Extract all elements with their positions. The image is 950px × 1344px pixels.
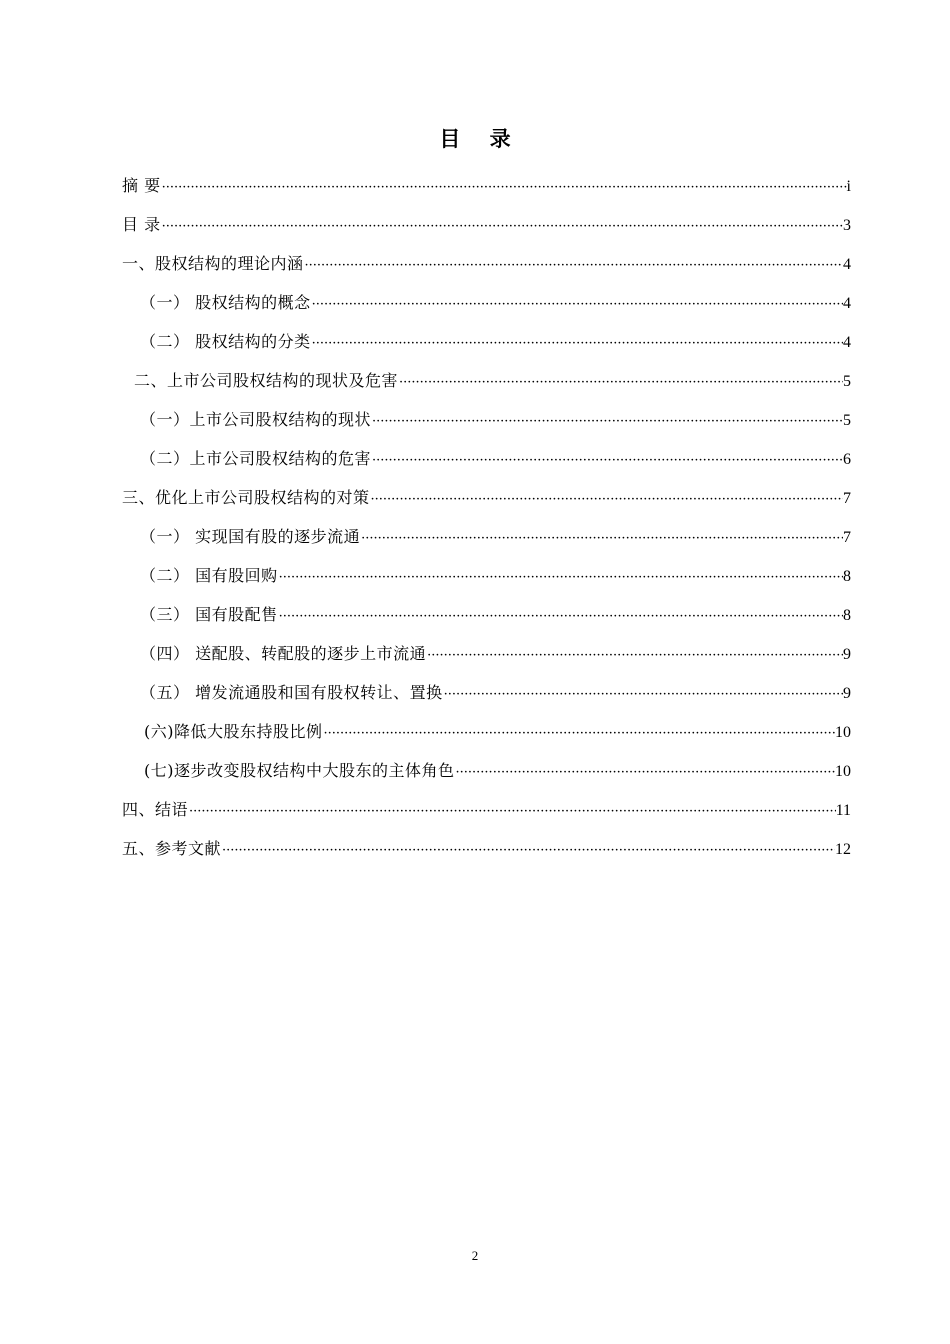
toc-entry-label: （二） 股权结构的分类 <box>140 332 311 351</box>
toc-leader-dots <box>304 248 843 284</box>
toc-entry[interactable] <box>122 168 851 207</box>
toc-entry-label: 一、股权结构的理论内涵 <box>122 254 304 273</box>
toc-entry-page: 10 <box>835 763 851 780</box>
toc-entry[interactable] <box>122 792 851 831</box>
toc-entry-page: 3 <box>843 217 851 234</box>
toc-entry-label: 三、优化上市公司股权结构的对策 <box>122 488 370 507</box>
toc-entry-page: 8 <box>843 568 851 585</box>
toc-entry-label: （一）上市公司股权结构的现状 <box>140 410 372 429</box>
toc-leader-dots <box>311 287 843 323</box>
toc-entry[interactable] <box>122 363 851 402</box>
toc-leader-dots <box>443 677 843 713</box>
toc-entry[interactable] <box>122 831 851 870</box>
toc-leader-dots <box>311 326 843 362</box>
toc-entry[interactable] <box>122 324 851 363</box>
toc-entry-page: 4 <box>843 334 851 351</box>
toc-entry-label: 二、上市公司股权结构的现状及危害 <box>134 371 399 390</box>
toc-leader-dots <box>371 443 843 479</box>
toc-leader-dots <box>161 209 843 245</box>
toc-entry[interactable] <box>122 246 851 285</box>
toc-leader-dots <box>360 521 843 557</box>
page-title: 目 录 <box>439 127 511 151</box>
toc-entry[interactable] <box>122 519 851 558</box>
toc-entry-label: （一） 股权结构的概念 <box>140 293 311 312</box>
toc-entry[interactable] <box>122 441 851 480</box>
toc-entry-label: 五、参考文献 <box>122 839 222 858</box>
toc-entry[interactable] <box>122 558 851 597</box>
toc-leader-dots <box>323 716 836 752</box>
toc-entry[interactable] <box>122 597 851 636</box>
toc-leader-dots <box>426 638 843 674</box>
toc-entry[interactable] <box>122 402 851 441</box>
toc-entry-label: （一） 实现国有股的逐步流通 <box>140 527 361 546</box>
toc-entry-page: 11 <box>835 802 851 819</box>
toc-entry-page: 9 <box>843 685 851 702</box>
toc-entry-page: 7 <box>843 529 851 546</box>
toc-leader-dots <box>278 599 843 635</box>
toc-entry-page: i <box>846 178 851 195</box>
toc-entry-label: （三） 国有股配售 <box>140 605 278 624</box>
toc-leader-dots <box>188 794 836 830</box>
toc-entry-page: 5 <box>843 373 851 390</box>
toc-entry-page: 9 <box>843 646 851 663</box>
toc-entry[interactable] <box>122 636 851 675</box>
toc-leader-dots <box>455 755 836 791</box>
toc-entry[interactable] <box>122 285 851 324</box>
toc-entry[interactable] <box>122 714 851 753</box>
toc-leader-dots <box>161 170 847 206</box>
toc-entry-label: 摘 要 <box>122 176 161 195</box>
toc-entry[interactable] <box>122 480 851 519</box>
toc-leader-dots <box>398 365 843 401</box>
toc-entry-label: (六)降低大股东持股比例 <box>144 722 323 741</box>
toc-entry-page: 4 <box>843 256 851 273</box>
toc-leader-dots <box>221 833 835 869</box>
toc-entry[interactable] <box>122 675 851 714</box>
toc-entry-page: 5 <box>843 412 851 429</box>
toc-entry-label: 目 录 <box>122 215 161 234</box>
toc-leader-dots <box>278 560 843 596</box>
toc-entry-label: （二）上市公司股权结构的危害 <box>140 449 372 468</box>
toc-entry-label: （四） 送配股、转配股的逐步上市流通 <box>140 644 427 663</box>
toc-entry-page: 12 <box>835 841 851 858</box>
toc-entry-page: 4 <box>843 295 851 312</box>
toc-entry-page: 7 <box>843 490 851 507</box>
toc-leader-dots <box>371 404 843 440</box>
page-number: 2 <box>471 1248 479 1263</box>
toc-entry-label: （二） 国有股回购 <box>140 566 278 585</box>
toc-entry-page: 8 <box>843 607 851 624</box>
toc-entry-page: 10 <box>835 724 851 741</box>
toc-entry-label: (七)逐步改变股权结构中大股东的主体角色 <box>144 761 455 780</box>
toc-entry-page: 6 <box>843 451 851 468</box>
toc-entry-label: 四、结语 <box>122 800 189 819</box>
toc-entry[interactable] <box>122 207 851 246</box>
toc-leader-dots <box>370 482 843 518</box>
table-of-contents <box>122 168 851 870</box>
toc-entry[interactable] <box>122 753 851 792</box>
toc-entry-label: （五） 增发流通股和国有股权转让、置换 <box>140 683 443 702</box>
